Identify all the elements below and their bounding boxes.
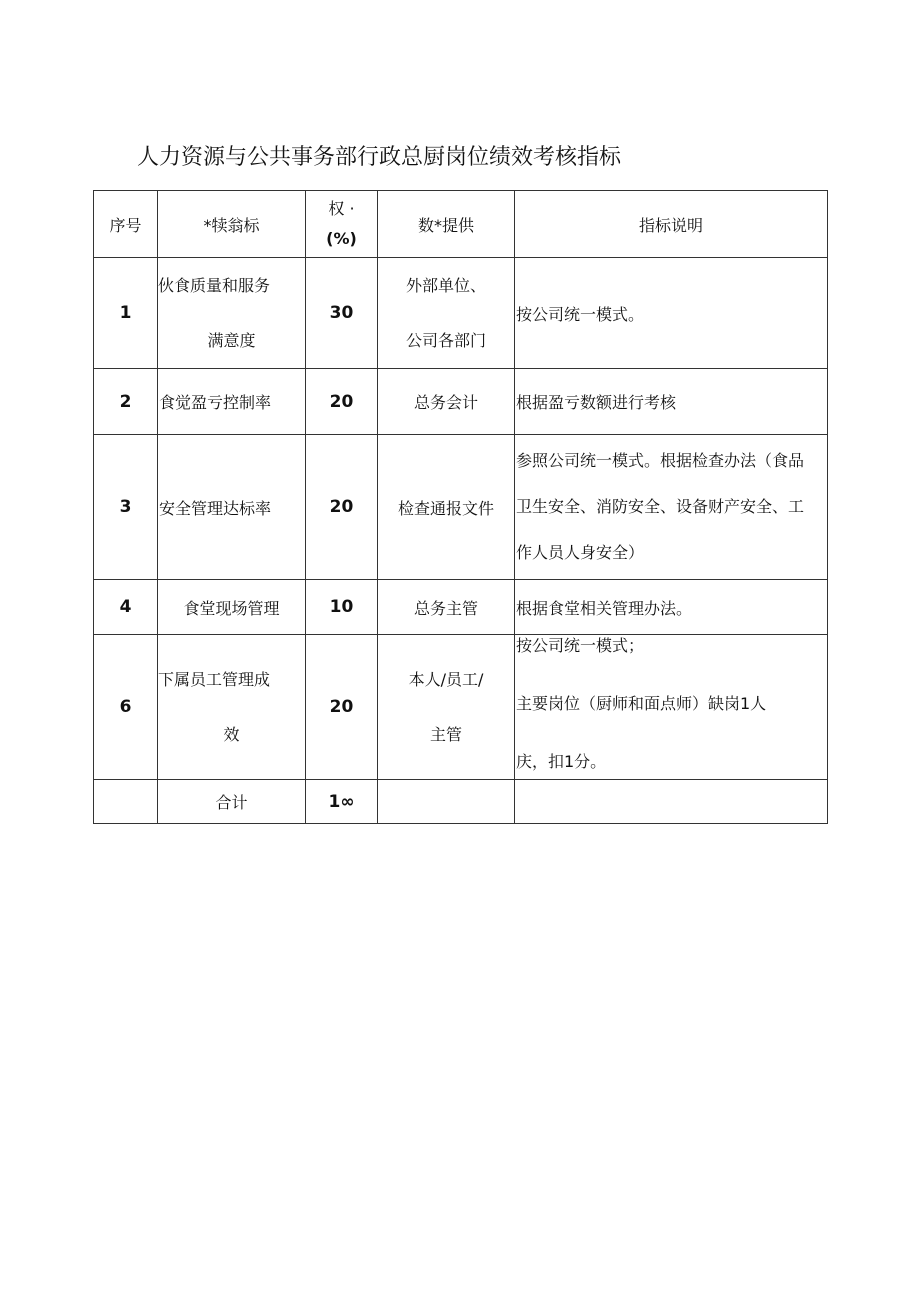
total-source-empty: [378, 780, 515, 824]
total-index-empty: [94, 780, 158, 824]
header-description: 指标说明: [515, 191, 828, 258]
row-indicator: 食堂现场管理: [158, 580, 306, 635]
row-description: 根据盈亏数额进行考核: [515, 369, 828, 435]
header-source: 数*提供: [378, 191, 515, 258]
row-description: 按公司统一模式。: [515, 258, 828, 369]
row-index: 3: [94, 435, 158, 580]
kpi-table: [93, 190, 828, 824]
row-weight: 20: [306, 369, 378, 435]
row-source: [378, 258, 515, 369]
row-index: 4: [94, 580, 158, 635]
row-description: [515, 435, 828, 580]
row-weight: 10: [306, 580, 378, 635]
row-description-line1: 按公司统一模式；: [516, 636, 645, 655]
row-source: 检查通报文件: [378, 435, 515, 580]
row-description-line2: 卫生安全、消防安全、设备财产安全、工: [516, 497, 805, 516]
row-indicator-line1: 伙食质量和服务: [158, 276, 271, 295]
row-description: [515, 635, 828, 780]
header-weight-line2: (%): [326, 229, 357, 248]
row-description-line2: 主要岗位（厨师和面点师）缺岗1人: [516, 694, 767, 713]
header-index: 序号: [94, 191, 158, 258]
row-description-line1: 参照公司统一模式。根据检查办法（食品: [516, 451, 805, 470]
table-row: [94, 435, 828, 580]
table-header-row: [94, 191, 828, 258]
row-source: 总务会计: [378, 369, 515, 435]
table-row: [94, 258, 828, 369]
row-indicator: 食觉盈亏控制率: [158, 369, 306, 435]
row-weight: 30: [306, 258, 378, 369]
row-source-line2: 主管: [429, 725, 462, 744]
page-title: 人力资源与公共事务部行政总厨岗位绩效考核指标: [137, 145, 622, 170]
row-indicator: [158, 635, 306, 780]
row-source-line1: 外部单位、: [405, 276, 486, 295]
row-indicator: 安全管理达标率: [158, 435, 306, 580]
row-weight: 20: [306, 635, 378, 780]
row-source: 总务主管: [378, 580, 515, 635]
row-weight: 20: [306, 435, 378, 580]
table-row: [94, 580, 828, 635]
row-index: 1: [94, 258, 158, 369]
header-weight: [306, 191, 378, 258]
table-total-row: [94, 780, 828, 824]
row-indicator-line2: 满意度: [207, 331, 256, 350]
table-row: [94, 369, 828, 435]
row-source-line1: 本人/员工/: [408, 670, 484, 689]
header-weight-line1: 权 ·: [328, 199, 355, 218]
row-source: [378, 635, 515, 780]
row-indicator: [158, 258, 306, 369]
row-index: 2: [94, 369, 158, 435]
row-index: 6: [94, 635, 158, 780]
row-indicator-line1: 下属员工管理成: [158, 670, 271, 689]
row-indicator-line2: 效: [223, 725, 240, 744]
row-description: 根据食堂相关管理办法。: [515, 580, 828, 635]
table-row: [94, 635, 828, 780]
total-description-empty: [515, 780, 828, 824]
header-indicator: *犊翁标: [158, 191, 306, 258]
total-weight: 1∞: [306, 780, 378, 824]
row-description-line3: 作人员人身安全）: [516, 543, 645, 562]
row-description-line3: 庆，扣1分。: [516, 752, 607, 771]
row-source-line2: 公司各部门: [405, 331, 486, 350]
total-label: 合计: [158, 780, 306, 824]
